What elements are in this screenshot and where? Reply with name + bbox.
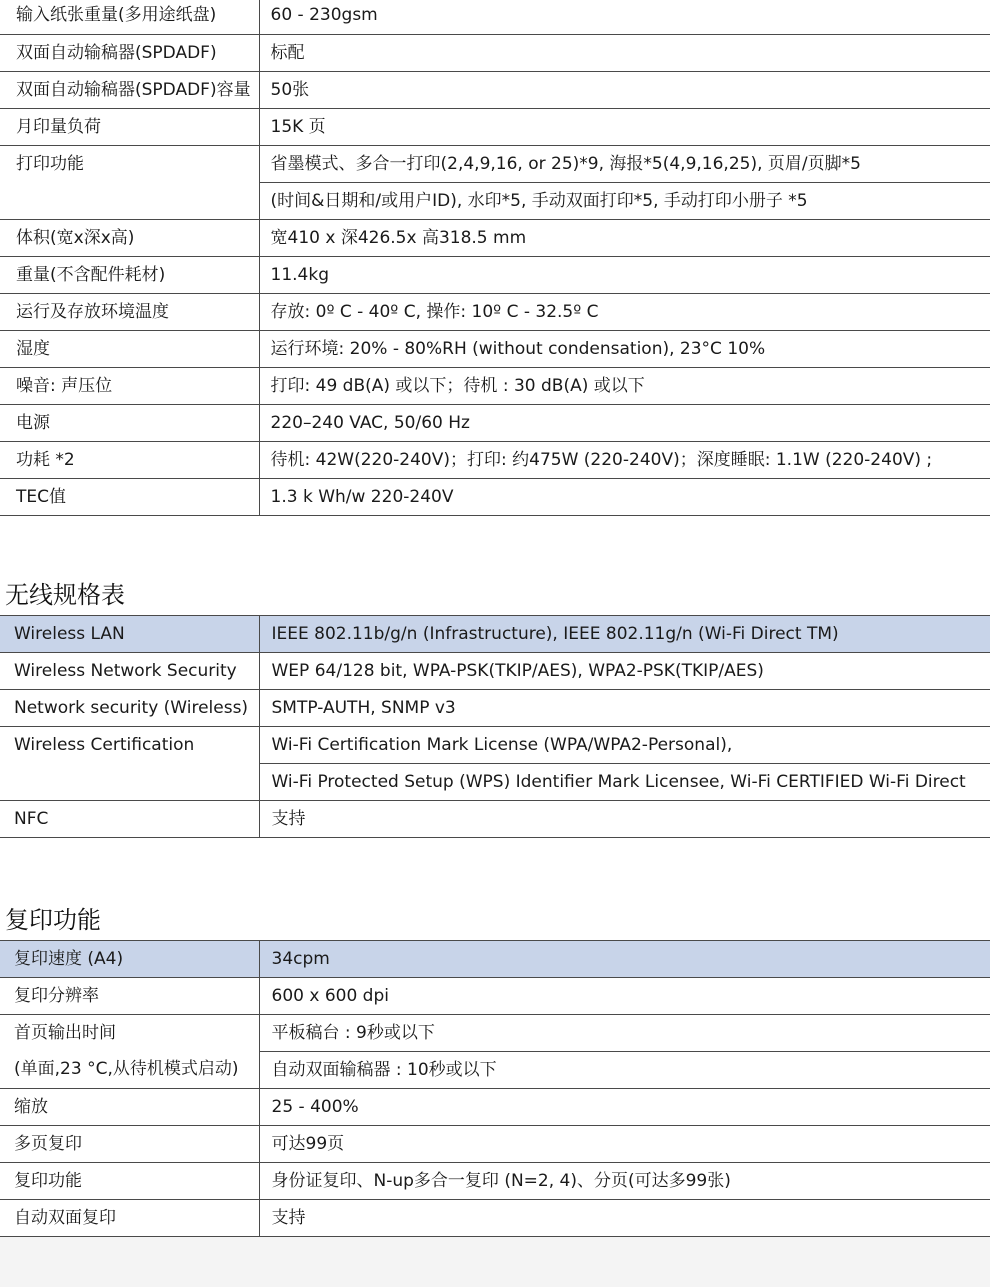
spec-key: 重量(不含配件耗材): [0, 257, 259, 294]
spec-key: TEC值: [0, 479, 259, 516]
spec-key: 电源: [0, 405, 259, 442]
printer-spec-table: [0, 0, 990, 516]
spec-key: 自动双面复印: [0, 1200, 259, 1237]
spec-key: Wireless LAN: [0, 616, 259, 653]
spec-value: Wi-Fi Protected Setup (WPS) Identifier Mark Licensee, Wi-Fi CERTIFIED Wi-Fi Direct: [259, 764, 990, 801]
table-row: [0, 941, 990, 978]
table-row: [0, 653, 990, 690]
spec-key: 噪音: 声压位: [0, 368, 259, 405]
spec-value: 标配: [259, 35, 990, 72]
table-row: [0, 35, 990, 72]
table-row: [0, 616, 990, 653]
spec-value: 打印: 49 dB(A) 或以下；待机 : 30 dB(A) 或以下: [259, 368, 990, 405]
spec-value: 220–240 VAC, 50/60 Hz: [259, 405, 990, 442]
spec-value: 支持: [259, 1200, 990, 1237]
spec-value: 自动双面输稿器 : 10秒或以下: [259, 1052, 990, 1089]
spec-value: 11.4kg: [259, 257, 990, 294]
spec-value: Wi-Fi Certification Mark License (WPA/WPA2-Personal),: [259, 727, 990, 764]
spec-key: 复印分辨率: [0, 978, 259, 1015]
table-row: [0, 1089, 990, 1126]
table-row: [0, 978, 990, 1015]
spec-value: (时间&日期和/或用户ID), 水印*5, 手动双面打印*5, 手动打印小册子 *5: [259, 183, 990, 220]
spec-key-line: 首页输出时间: [14, 1023, 116, 1043]
spec-key: 多页复印: [0, 1126, 259, 1163]
table-row: [0, 72, 990, 109]
spec-value: 宽410 x 深426.5x 高318.5 mm: [259, 220, 990, 257]
spec-value: 支持: [259, 801, 990, 838]
table-row: [0, 690, 990, 727]
spec-value: WEP 64/128 bit, WPA-PSK(TKIP/AES), WPA2-PSK(TKIP/AES): [259, 653, 990, 690]
spec-value: SMTP-AUTH, SNMP v3: [259, 690, 990, 727]
table-row: [0, 727, 990, 764]
spec-key: 复印速度 (A4): [0, 941, 259, 978]
spec-value: 600 x 600 dpi: [259, 978, 990, 1015]
table-row: [0, 1015, 990, 1052]
spec-key: NFC: [0, 801, 259, 838]
spec-key: 缩放: [0, 1089, 259, 1126]
spec-key-line: (单面,23 °C,从待机模式启动): [14, 1059, 239, 1079]
spec-key: Wireless Network Security: [0, 653, 259, 690]
table-row: [0, 294, 990, 331]
table-row: [0, 801, 990, 838]
spec-key: Network security (Wireless): [0, 690, 259, 727]
spec-value: IEEE 802.11b/g/n (Infrastructure), IEEE 802.11g/n (Wi-Fi Direct TM): [259, 616, 990, 653]
spec-value: 运行环境: 20% - 80%RH (without condensation), 23°C 10%: [259, 331, 990, 368]
spec-value: 可达99页: [259, 1126, 990, 1163]
spec-key: Wireless Certification: [0, 727, 259, 801]
page-bottom-background: [0, 1237, 990, 1287]
table-row: [0, 257, 990, 294]
spec-value: 平板稿台 : 9秒或以下: [259, 1015, 990, 1052]
table-row: [0, 146, 990, 183]
wireless-spec-table: [0, 615, 990, 838]
table-row: [0, 109, 990, 146]
spec-value: 1.3 k Wh/w 220-240V: [259, 479, 990, 516]
spec-key: 运行及存放环境温度: [0, 294, 259, 331]
spec-value: 25 - 400%: [259, 1089, 990, 1126]
spec-key: 双面自动输稿器(SPDADF): [0, 35, 259, 72]
spec-value: 身份证复印、N-up多合一复印 (N=2, 4)、分页(可达多99张): [259, 1163, 990, 1200]
spec-key: 双面自动输稿器(SPDADF)容量: [0, 72, 259, 109]
spec-key: 月印量负荷: [0, 109, 259, 146]
spec-key: 打印功能: [0, 146, 259, 220]
table-row: [0, 1126, 990, 1163]
spec-value: 省墨模式、多合一打印(2,4,9,16, or 25)*9, 海报*5(4,9,16,25), 页眉/页脚*5: [259, 146, 990, 183]
spec-value: 待机: 42W(220-240V)；打印: 约475W (220-240V)；深度睡眠: 1.1W (220-240V) ;: [259, 442, 990, 479]
spec-value: 存放: 0º C - 40º C, 操作: 10º C - 32.5º C: [259, 294, 990, 331]
spec-value: 50张: [259, 72, 990, 109]
spec-key: 湿度: [0, 331, 259, 368]
spec-key: 功耗 *2: [0, 442, 259, 479]
table-row: [0, 220, 990, 257]
table-row: [0, 368, 990, 405]
table-row: [0, 479, 990, 516]
table-row: [0, 1163, 990, 1200]
spec-value: 15K 页: [259, 109, 990, 146]
spec-value: 34cpm: [259, 941, 990, 978]
spec-key: 输入纸张重量(多用途纸盘): [0, 0, 259, 35]
spec-key: 复印功能: [0, 1163, 259, 1200]
copy-spec-table: [0, 940, 990, 1237]
spec-value: 60 - 230gsm: [259, 0, 990, 35]
spec-key: 体积(宽x深x高): [0, 220, 259, 257]
wireless-section-title: 无线规格表: [5, 581, 125, 609]
table-row: [0, 405, 990, 442]
table-row: [0, 0, 990, 35]
table-row: [0, 1200, 990, 1237]
spec-key-multiline: [0, 1015, 259, 1089]
copy-section-title: 复印功能: [5, 906, 101, 934]
table-row: [0, 331, 990, 368]
table-row: [0, 442, 990, 479]
